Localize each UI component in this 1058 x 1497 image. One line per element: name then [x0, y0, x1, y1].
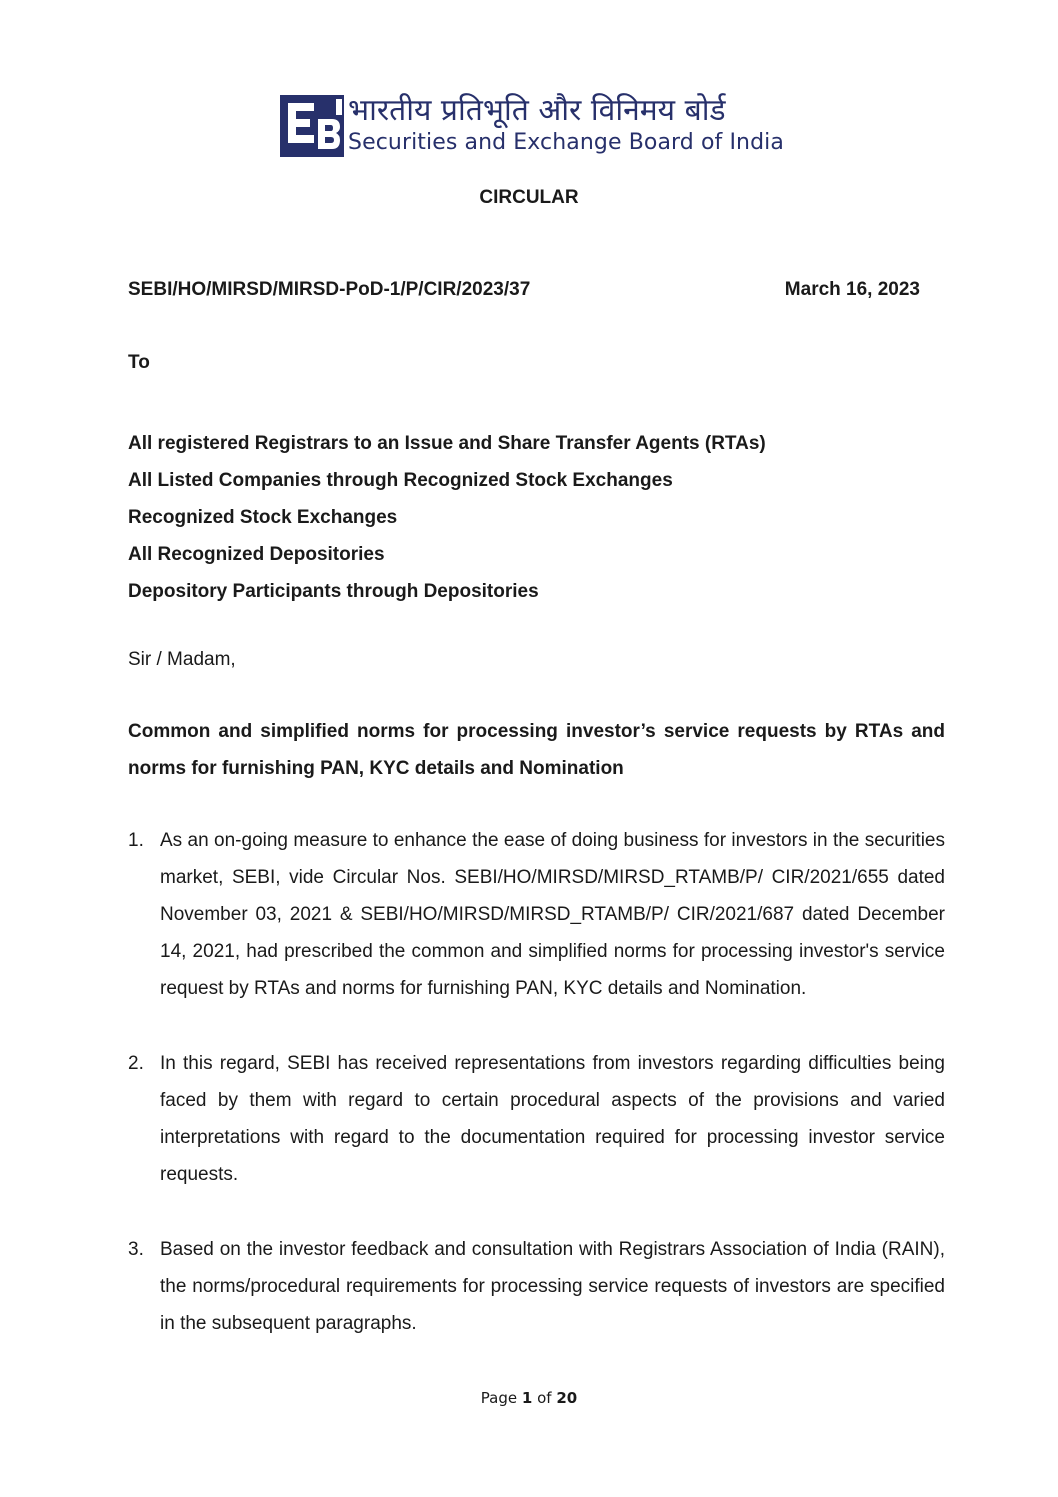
page-of: of [537, 1389, 552, 1407]
addressee-list [128, 425, 766, 610]
page-prefix: Page [480, 1389, 518, 1407]
paragraph-number: 1. [128, 830, 144, 851]
reference-number: SEBI/HO/MIRSD/MIRSD-PoD-1/P/CIR/2023/37 [128, 279, 531, 300]
addressee-item: All registered Registrars to an Issue and Share Transfer Agents (RTAs) [128, 433, 766, 454]
logo-english-text: Securities and Exchange Board of India [348, 130, 784, 155]
page-current: 1 [521, 1389, 533, 1407]
subject-heading: Common and simplified norms for processing investor’s service requests by RTAs and norms for furnishing PAN, KYC details and Nomination [128, 721, 945, 779]
reference-row [128, 278, 920, 302]
logo-hindi-text: भारतीय प्रतिभूति और विनिमय बोर्ड [348, 93, 726, 128]
sebi-emblem-icon [280, 93, 346, 159]
page-footer [0, 1388, 1058, 1408]
page-total: 20 [556, 1389, 578, 1407]
paragraph [128, 1045, 945, 1193]
paragraph-text: As an on-going measure to enhance the ease of doing business for investors in the securities market, SEBI, vide Circular Nos. SEBI/HO/MIRSD/MIRSD_RTAMB/P/ CIR/2021/655 dated November 03, 2021 & SEBI/HO/MIRSD/MIRSD_RTAMB/P/ CIR/2021/687 dated December 14, 2021, had prescribed the common and simplified norms for processing investor's service request by RTAs and norms for furnishing PAN, KYC details and Nomination. [160, 830, 945, 999]
circular-date: March 16, 2023 [784, 279, 920, 300]
addressee-item: Recognized Stock Exchanges [128, 507, 398, 528]
paragraph-text: Based on the investor feedback and consultation with Registrars Association of India (RAIN), the norms/procedural requirements for processing service requests of investors are specified in the subsequent paragraphs. [160, 1239, 945, 1334]
paragraph-list [128, 822, 945, 1342]
salutation: Sir / Madam, [128, 649, 236, 670]
paragraph-text: In this regard, SEBI has received representations from investors regarding difficulties being faced by them with regard to certain procedural aspects of the provisions and varied interpretations with regard to the documentation required for processing investor service requests. [160, 1053, 945, 1185]
addressee-item: All Listed Companies through Recognized Stock Exchanges [128, 470, 673, 491]
sebi-logo [280, 93, 800, 165]
addressee-item: All Recognized Depositories [128, 544, 385, 565]
paragraph-number: 3. [128, 1239, 144, 1260]
document-title: CIRCULAR [479, 187, 579, 208]
paragraph-number: 2. [128, 1053, 144, 1074]
addressee-item: Depository Participants through Depositories [128, 581, 539, 602]
paragraph [128, 1231, 945, 1342]
to-label: To [128, 352, 150, 373]
paragraph [128, 822, 945, 1007]
